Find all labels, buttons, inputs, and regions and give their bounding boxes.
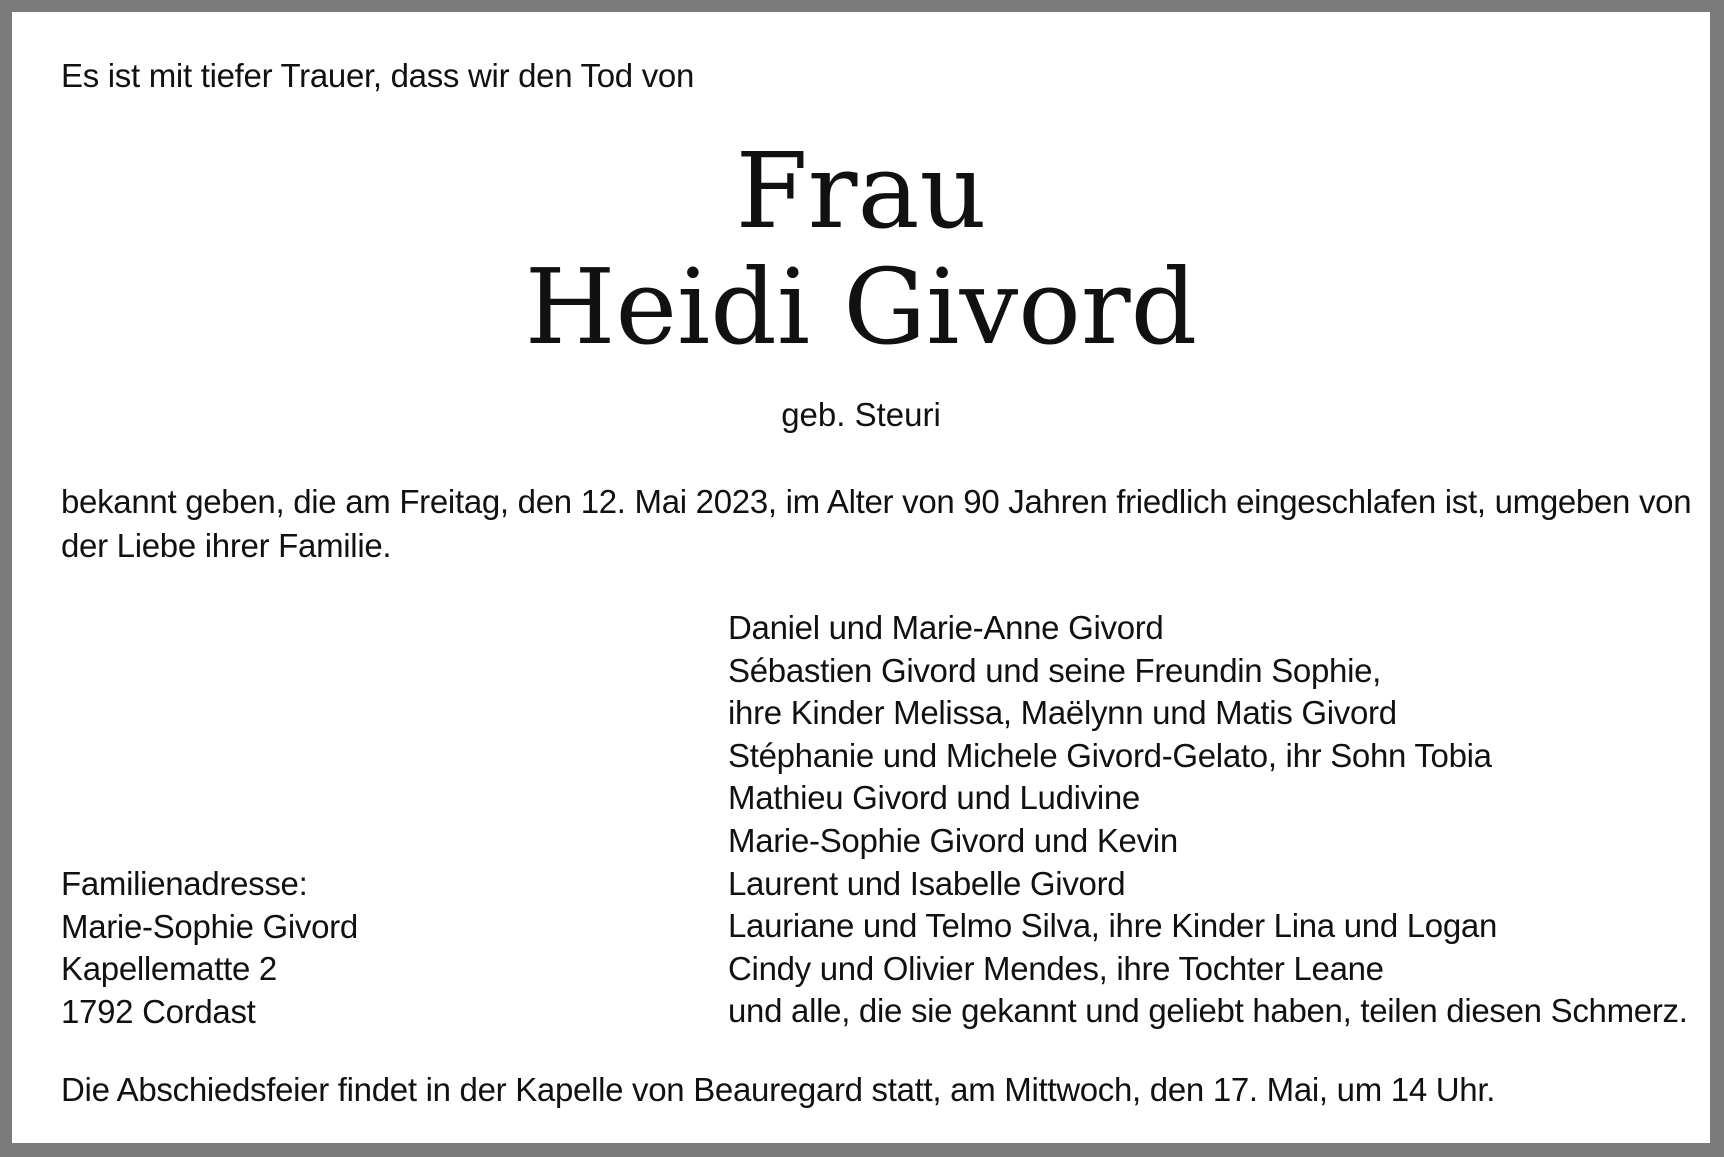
mourner-line: Daniel und Marie-Anne Givord — [728, 609, 1164, 646]
mourner-line: Laurent und Isabelle Givord — [728, 864, 1126, 902]
mourner-line: ihre Kinder Melissa, Maëlynn und Matis Givord — [728, 694, 1397, 732]
announcement-line: bekannt geben, die am Freitag, den 12. Mai 2023, im Alter von 90 Jahren friedlich eingeschlafen ist, umgeben von — [61, 483, 1692, 520]
mourner-line: Stéphanie und Michele Givord-Gelato, ihr Sohn Tobia — [728, 736, 1492, 774]
obituary-notice — [12, 12, 1710, 1143]
mourner-line: Lauriane und Telmo Silva, ihre Kinder Lina und Logan — [728, 907, 1498, 945]
address-label: Familienadresse: — [61, 865, 308, 902]
mourner-line: Sébastien Givord und seine Freundin Sophie, — [728, 651, 1382, 689]
mourner-line: Cindy und Olivier Mendes, ihre Tochter Leane — [728, 949, 1384, 987]
salutation: Frau — [735, 130, 987, 252]
announcement-text — [61, 480, 1692, 568]
mourners-list — [728, 607, 1688, 1033]
mourner-line: Marie-Sophie Givord und Kevin — [728, 821, 1178, 859]
family-address — [61, 863, 358, 1033]
intro-text: Es ist mit tiefer Trauer, dass wir den Tod von — [61, 57, 695, 94]
address-name: Marie-Sophie Givord — [61, 907, 358, 945]
ceremony-text: Die Abschiedsfeier findet in der Kapelle von Beauregard statt, am Mittwoch, den 17. Mai, um 14 Uhr. — [61, 1071, 1496, 1108]
maiden-name: geb. Steuri — [781, 396, 941, 433]
deceased-name: Heidi Givord — [524, 246, 1198, 368]
mourner-line: Mathieu Givord und Ludivine — [728, 779, 1140, 817]
announcement-line: der Liebe ihrer Familie. — [61, 527, 392, 564]
address-city: 1792 Cordast — [61, 992, 256, 1030]
address-street: Kapellematte 2 — [61, 950, 277, 988]
mourner-line: und alle, die sie gekannt und geliebt haben, teilen diesen Schmerz. — [728, 992, 1688, 1030]
